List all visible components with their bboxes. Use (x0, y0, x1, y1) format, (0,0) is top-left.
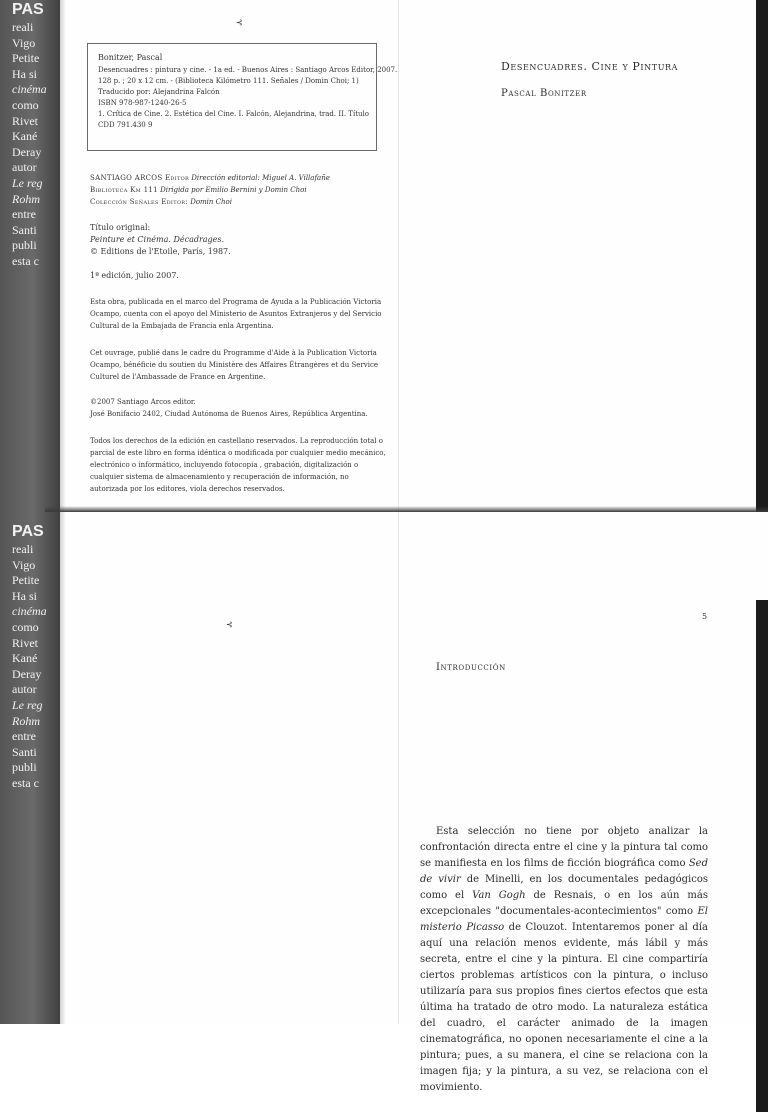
spine-line: Deray (12, 144, 42, 159)
spine-line: Vigo (12, 557, 36, 572)
paragraph-fr: Cet ouvrage, publié dans le cadre du Programme d'Aide à la Publication Victoria Ocampo, bénéficie du soutien du Ministère des Affaires Étrangères et du Service Culturel de l'Ambassade de France en Argentine. (90, 349, 379, 381)
address-line: José Bonifacio 2402, Ciudad Autónoma de Buenos Aires, República Argentina. (90, 410, 368, 418)
scan-mark: ⊰ (226, 620, 233, 629)
spine-line: reali (12, 542, 34, 556)
spine-line: entre (12, 207, 36, 222)
book-edge (756, 600, 768, 1112)
book-author: Pascal Bonitzer (501, 88, 587, 99)
edition-line: 1ª edición, julio 2007. (90, 271, 179, 280)
scan-top-spread (0, 0, 768, 512)
editorial-line: Colección Señales Editor: Domin Choi (90, 198, 232, 206)
intro-heading: Introducción (436, 662, 506, 673)
spine-strip (0, 512, 60, 1024)
scan-mark: ⊰ (236, 18, 243, 27)
spine-header: PAS (12, 523, 44, 540)
spine-line: esta c (12, 253, 39, 268)
rights-paragraph: Todos los derechos de la edición en castellano reservados. La reproducción total o parcial de este libro en forma idéntica o modificada por cualquier medio mecánico, electrónico o informático, incluyendo fotocopia , grabación, digitalización o cualquier sistema de almacenamiento y recuperación de información, no autorizada por los editores, viola derechos reservados. (90, 437, 386, 493)
page-fold (398, 0, 399, 512)
spine-line: Le reg (12, 697, 43, 712)
spine-line: como (12, 97, 39, 112)
spine-line: Rohm (12, 713, 40, 728)
catalog-author: Bonitzer, Pascal (98, 53, 163, 62)
intro-text-run: de Clouzot. Intentaremos poner al día aquí una relación menos evidente, más lábil y más secreta, entre el cine y la pintura. El cine compartiría ciertos problemas artísticos con la pintura, o incluso utilizaría para sus propios fines ciertos efectos que esta última ha tratado de otro modo. La naturaleza estática del cuadro, el carácter animado de la imagen cinematográfica, no oponen necesariamente el cine a la pintura; pues, a su manera, el cine se relaciona con la imagen fija; y la pintura, a su vez, se relaciona con el movimiento. (420, 922, 708, 1093)
spine-line: Ha si (12, 588, 37, 603)
catalog-line: CDD 791.430 9 (98, 121, 153, 129)
copyright-block (90, 396, 390, 420)
spine-line: Le reg (12, 175, 43, 190)
gutter-shadow (60, 0, 66, 512)
original-publisher: © Editions de l'Etoile, París, 1987. (90, 247, 231, 256)
spine-line: Kané (12, 651, 38, 666)
spine-line: Petite (12, 573, 40, 588)
catalog-box (87, 43, 398, 151)
spine-line: Santi (12, 222, 37, 237)
spine-line: Vigo (12, 35, 36, 50)
spine-line: Rohm (12, 191, 40, 206)
editorial-line: Biblioteca Km 111 Dirigida por Emilio Bernini y Domin Choi (90, 186, 307, 194)
spine-line: autor (12, 160, 37, 175)
intro-text (420, 824, 708, 1096)
editorial-line: SANTIAGO ARCOS Editor Dirección editorial: Miguel A. Villafañe (90, 174, 330, 182)
book-title: Desencuadres. Cine y Pintura (501, 60, 679, 73)
original-title-block (90, 222, 390, 258)
intro-text-run: de Minelli, en los documentales pedagógicos como el (420, 874, 708, 901)
spine-header: PAS (12, 1, 44, 18)
spine-line: Ha si (12, 66, 37, 81)
catalog-line: 1. Crítica de Cine. 2. Estética del Cine. I. Falcón, Alejandrina, trad. II. Título (98, 110, 369, 118)
spine-line: Rivet (12, 635, 38, 650)
spine-line: reali (12, 20, 34, 34)
spine-line: Rivet (12, 113, 38, 128)
spine-strip (0, 0, 60, 512)
spine-line: Santi (12, 744, 37, 759)
catalog-line: ISBN 978-987-1240-26-5 (98, 99, 187, 107)
paragraph-es: Esta obra, publicada en el marco del Programa de Ayuda a la Publicación Victoria Ocampo, cuenta con el apoyo del Ministerio de Asuntos Extranjeros y del Servicio Cultural de la Embajada de Francia enla Argentina. (90, 298, 382, 330)
intro-text-run: Esta selección no tiene por objeto analizar la confrontación directa entre el cine y la pintura tal como se manifiesta en los films de ficción biográfica como (420, 826, 708, 869)
intro-paragraph (420, 824, 708, 1096)
original-label: Título original: (90, 223, 151, 232)
spine-line: cinéma (12, 82, 47, 97)
catalog-line: Desencuadres : pintura y cine. - 1a ed. - Buenos Aires : Santiago Arcos Editor, 2007. (98, 66, 398, 74)
page-fold (398, 512, 399, 1024)
intro-italic-run: Sed de vivir (420, 858, 708, 885)
spine-line: Petite (12, 51, 40, 66)
catalog-line: Traducido por: Alejandrina Falcón (98, 88, 220, 96)
scan-bottom-spread (0, 512, 768, 1093)
spine-line: publi (12, 238, 37, 253)
gutter-shadow (60, 512, 66, 1024)
spine-line: cinéma (12, 604, 47, 619)
spine-line: como (12, 619, 39, 634)
copyright-line: ©2007 Santiago Arcos editor. (90, 398, 196, 406)
book-edge (756, 0, 768, 512)
intro-italic-run: El misterio Picasso (420, 906, 708, 933)
spine-line: Deray (12, 666, 42, 681)
spine-line: publi (12, 760, 37, 775)
spine-line: autor (12, 682, 37, 697)
spine-line: Kané (12, 129, 38, 144)
spine-line: entre (12, 729, 36, 744)
intro-text-run: de Resnais, o en los aún más excepcionales "documentales-acontecimientos" como (420, 890, 708, 917)
intro-italic-run: Van Gogh (472, 890, 526, 901)
editorial-credits (90, 172, 390, 208)
spine-line: esta c (12, 775, 39, 790)
catalog-line: 128 p. ; 20 x 12 cm. - (Biblioteca Kilómetro 111. Señales / Domin Choi; 1) (98, 77, 359, 85)
original-title: Peinture et Cinéma. Décadrages. (90, 235, 225, 244)
page-number: 5 (702, 612, 708, 621)
